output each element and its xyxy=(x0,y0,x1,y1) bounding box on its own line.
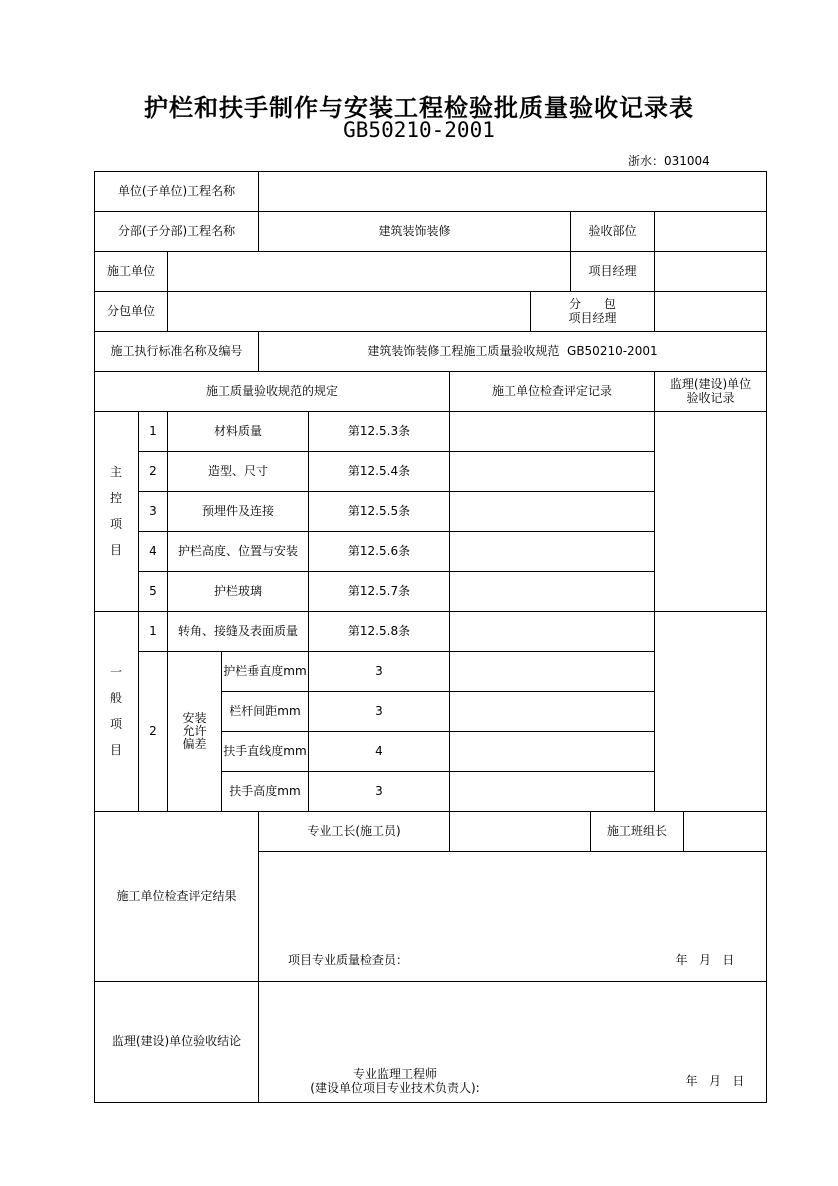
supervisor-header-line2: 验收记录 xyxy=(686,390,735,405)
project-manager-label: 项目经理 xyxy=(588,263,637,278)
contractor-label: 施工单位 xyxy=(106,263,155,278)
subdivision-label: 分部(子分部)工程名称 xyxy=(117,223,236,238)
general-item-2-no: 2 xyxy=(149,723,157,738)
subcontractor-label: 分包单位 xyxy=(106,303,155,318)
general-items-label: 一 般 项 目 xyxy=(109,665,122,757)
contractor-field[interactable] xyxy=(168,252,570,291)
team-leader-label: 施工班组长 xyxy=(606,823,667,838)
inspection-part-field[interactable] xyxy=(655,212,766,251)
sub-manager-field[interactable] xyxy=(655,292,766,331)
foreman-label: 专业工长(施工员) xyxy=(307,823,401,838)
supervisor-header-line1: 监理(建设)单位 xyxy=(669,376,752,391)
sub-manager-label-line1: 分 包 xyxy=(569,296,616,311)
spec-column-header: 施工质量验收规范的规定 xyxy=(205,383,338,398)
unit-project-label: 单位(子单位)工程名称 xyxy=(117,183,236,198)
subdivision-value: 建筑装饰装修 xyxy=(378,223,451,238)
inspector-label: 项目专业质量检查员： xyxy=(288,953,409,968)
standard-code: GB50210-2001 xyxy=(343,118,495,142)
tolerance-label: 安装 允许 偏差 xyxy=(182,711,207,751)
main-items-label: 主 控 项 目 xyxy=(109,465,122,557)
page-title: 护栏和扶手制作与安装工程检验批质量验收记录表 xyxy=(144,94,694,122)
subcontractor-field[interactable] xyxy=(168,292,530,331)
supervisor-column-header xyxy=(655,372,766,411)
inspection-part-label: 验收部位 xyxy=(588,223,637,238)
serial-number: 浙水：031004 xyxy=(628,154,710,168)
check-record-column-header: 施工单位检查评定记录 xyxy=(491,383,612,398)
contractor-result-label: 施工单位检查评定结果 xyxy=(116,888,237,903)
supervisor-conclusion-label: 监理(建设)单位验收结论 xyxy=(111,1034,242,1049)
engineer-label-line2: (建设单位项目专业技术负责人): xyxy=(310,1081,480,1095)
team-leader-field[interactable] xyxy=(684,812,766,851)
sub-manager-label xyxy=(531,292,654,331)
engineer-label-line1: 专业监理工程师 xyxy=(352,1067,437,1081)
sub-manager-label-line2: 项目经理 xyxy=(568,310,617,325)
engineer-label xyxy=(290,1066,500,1096)
standard-label: 施工执行标准名称及编号 xyxy=(110,343,243,358)
unit-project-field[interactable] xyxy=(259,172,766,211)
project-manager-field[interactable] xyxy=(655,252,766,291)
date-1: 年 月 日 xyxy=(675,953,735,968)
foreman-field[interactable] xyxy=(450,812,590,851)
date-2: 年 月 日 xyxy=(685,1074,745,1089)
standard-value: 建筑装饰装修工程施工质量验收规范 GB50210-2001 xyxy=(367,343,658,358)
